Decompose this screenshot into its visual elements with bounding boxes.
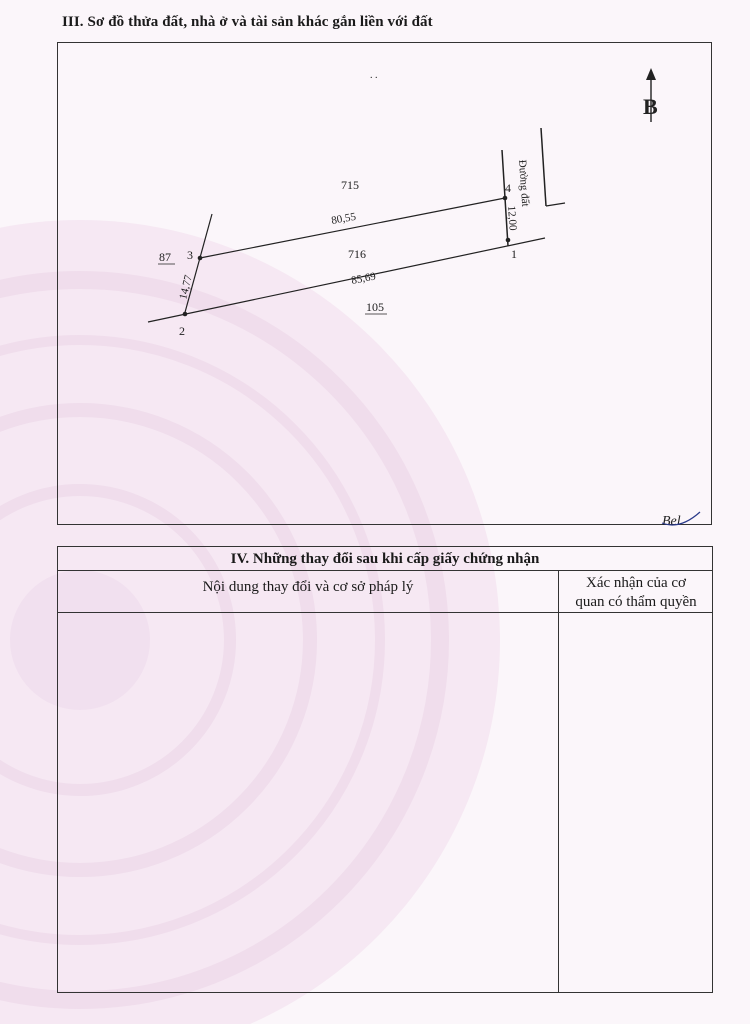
edge-length-left: 14,77: [177, 273, 195, 301]
authority-confirmation-header: [558, 571, 713, 613]
changes-table: [57, 546, 713, 993]
parcel-number-main: 716: [348, 247, 366, 261]
point-label-4: 4: [505, 181, 511, 195]
authority-header-line-2: quan có thẩm quyền: [575, 594, 697, 610]
point-label-1: 1: [511, 247, 517, 261]
point-label-2: 2: [179, 324, 185, 338]
north-symbol: B: [643, 94, 658, 119]
boundary-line-2-1: [148, 238, 545, 322]
changes-content-cell: [58, 613, 558, 992]
point-label-3: 3: [187, 248, 193, 262]
vertex-point-4: [503, 196, 508, 201]
authority-confirmation-cell: [558, 613, 713, 992]
road-edge-line: [541, 128, 546, 206]
authority-header-line-1: Xác nhận của cơ: [586, 575, 686, 591]
signature-mark: Bel: [662, 514, 681, 529]
edge-length-bottom: 85,69: [350, 270, 377, 287]
road-label: Đường đất: [516, 159, 532, 208]
edge-length-right: 12,00: [505, 205, 519, 231]
vertex-point-3: [198, 256, 203, 261]
vertex-point-2: [183, 312, 188, 317]
changes-content-header: Nội dung thay đổi và cơ sở pháp lý: [58, 571, 558, 613]
parcel-number-north: 715: [341, 178, 359, 192]
road-end-line: [546, 203, 565, 206]
edge-length-top: 80,55: [330, 210, 357, 227]
parcel-number-south: 105: [366, 300, 384, 314]
parcel-number-west: 87: [159, 250, 171, 264]
section-4-title: IV. Những thay đổi sau khi cấp giấy chứng nhận: [58, 547, 712, 571]
map-mark: . .: [370, 70, 378, 81]
vertex-point-1: [506, 238, 511, 243]
section-3-title: III. Sơ đồ thửa đất, nhà ở và tài sản khác gắn liền với đất: [62, 14, 433, 30]
